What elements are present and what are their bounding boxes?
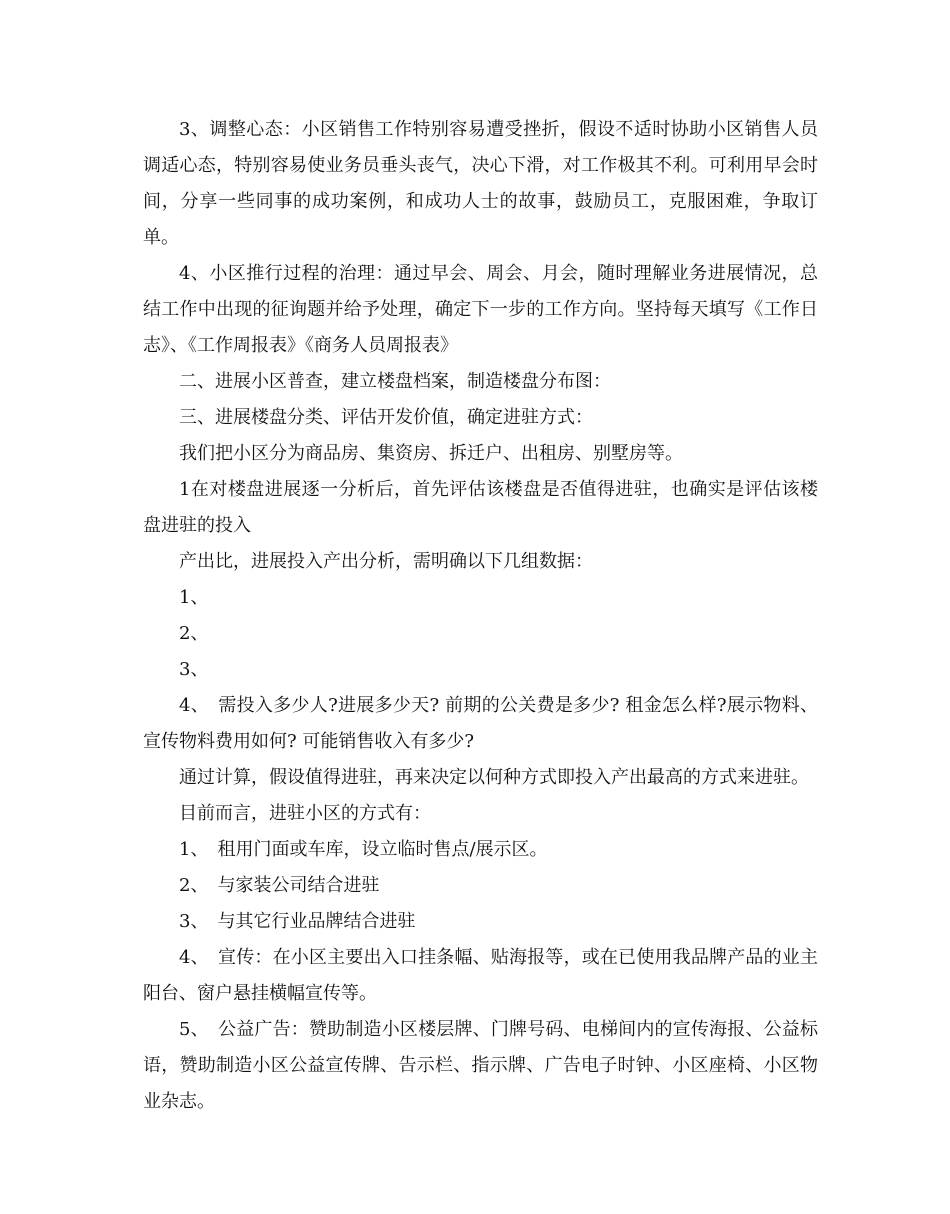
- heading-property-classification: 三、进展楼盘分类、评估开发价值，确定进驻方式：: [179, 407, 593, 428]
- list-item-publicity: 4、 宣传：在小区主要出入口挂条幅、贴海报等，或在已使用我品牌产品的业主阳台、窗户悬挂横幅宣传等。: [143, 947, 818, 1004]
- paragraph-promotion-management: 4、小区推行过程的治理：通过早会、周会、月会，随时理解业务进展情况，总结工作中出现的征询题并给予处理，确定下一步的工作方向。坚持每天填写《工作日志》、《工作周报表》《商务人员周报表》: [143, 263, 818, 356]
- paragraph-community-types: 我们把小区分为商品房、集资房、拆迁户、出租房、别墅房等。: [179, 443, 683, 464]
- list-item-empty-3: 3、: [179, 659, 209, 680]
- paragraph-entry-methods-intro: 目前而言，进驻小区的方式有：: [179, 803, 431, 824]
- paragraph-input-output: 产出比，进展投入产出分析，需明确以下几组数据：: [179, 551, 593, 572]
- list-item-other-brands: 3、 与其它行业品牌结合进驻: [179, 911, 416, 932]
- list-item-empty-1: 1、: [179, 587, 209, 608]
- list-item-rent-storefront: 1、 租用门面或车库，设立临时售点/展示区。: [179, 839, 548, 860]
- list-item-public-ads: 5、 公益广告：赞助制造小区楼层牌、门牌号码、电梯间内的宣传海报、公益标语，赞助制造小区公益宣传牌、告示栏、指示牌、广告电子时钟、小区座椅、小区物业杂志。: [143, 1019, 818, 1112]
- heading-community-survey: 二、进展小区普查，建立楼盘档案，制造楼盘分布图：: [179, 371, 611, 392]
- list-item-home-decoration: 2、 与家装公司结合进驻: [179, 875, 380, 896]
- document-body: [143, 112, 818, 1120]
- list-item-empty-2: 2、: [179, 623, 209, 644]
- paragraph-adjust-mindset: 3、调整心态：小区销售工作特别容易遭受挫折，假设不适时协助小区销售人员调适心态，特别容易使业务员垂头丧气，决心下滑，对工作极其不利。可利用早会时间，分享一些同事的成功案例，和成功人士的故事，鼓励员工，克服困难，争取订单。: [143, 119, 818, 248]
- paragraph-evaluate-entry: 1在对楼盘进展逐一分析后，首先评估该楼盘是否值得进驻，也确实是评估该楼盘进驻的投入: [143, 479, 818, 536]
- paragraph-calculation: 通过计算，假设值得进驻，再来决定以何种方式即投入产出最高的方式来进驻。: [179, 767, 809, 788]
- list-item-investment-questions: 4、 需投入多少人?进展多少天? 前期的公关费是多少? 租金怎么样?展示物料、宣传物料费用如何? 可能销售收入有多少?: [143, 695, 818, 752]
